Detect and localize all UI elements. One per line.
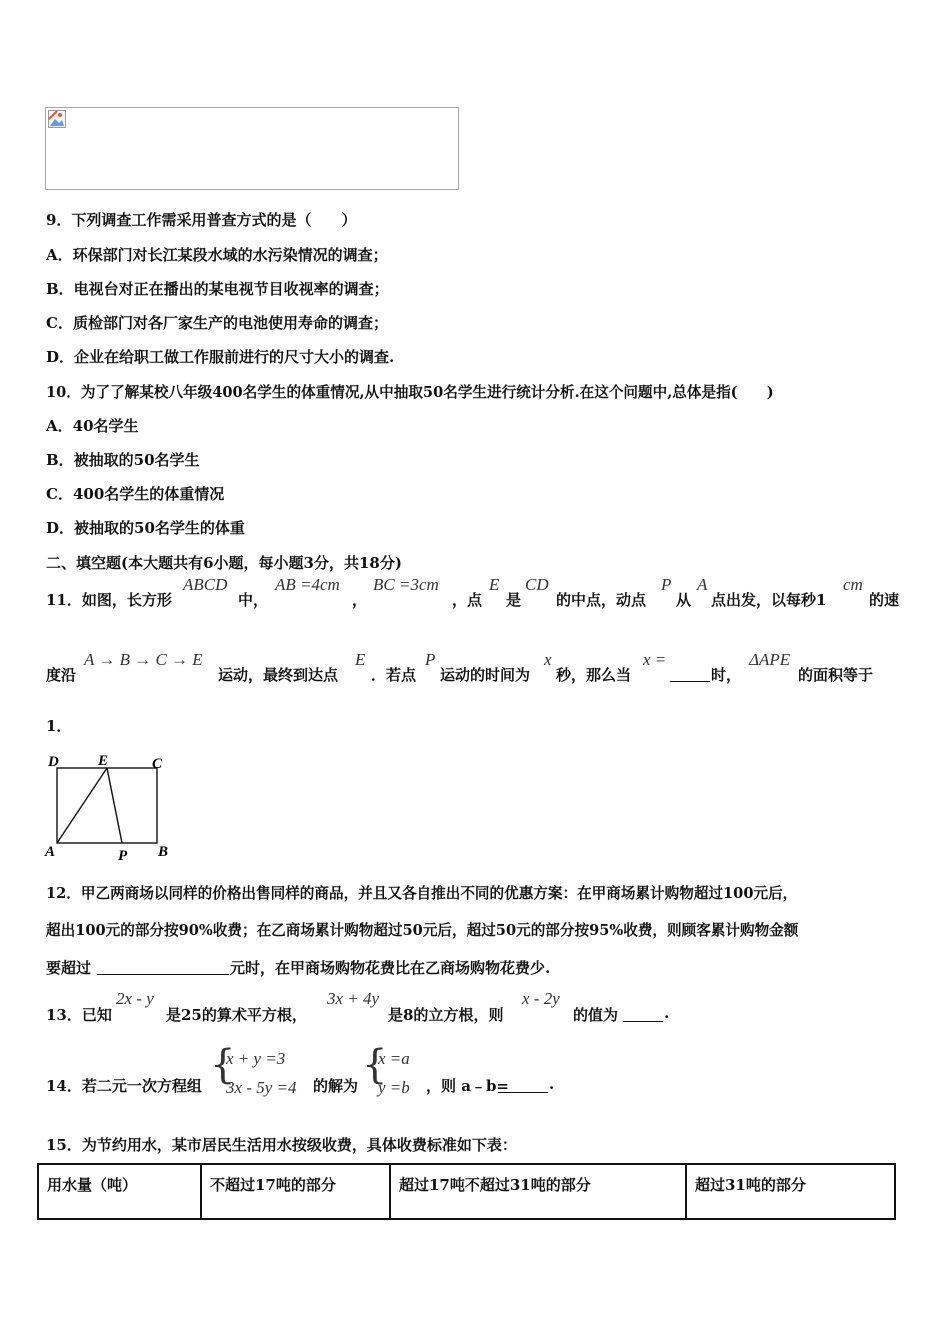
q11-text-2: 中， — [238, 591, 269, 609]
q14-equation-1: x + y =3 — [226, 1049, 286, 1068]
q11-math-cd: CD — [525, 575, 549, 594]
q11-math-ape: ΔAPE — [749, 650, 791, 669]
q14-text-3: ，则 a﹣b= — [426, 1077, 509, 1095]
q11-math-p: P — [661, 575, 672, 594]
q11-text-17: 1． — [46, 717, 72, 735]
q11-text-12: ．若点 — [371, 666, 417, 684]
q15-stem: 15．为节约用水，某市居民生活用水按级收费，具体收费标准如下表： — [46, 1136, 517, 1154]
q13-text-2: 是25的算术平方根， — [166, 1006, 307, 1024]
table-row — [38, 1164, 895, 1219]
q11-math-path: A → B → C → E — [84, 650, 203, 669]
q11-text-5: 是 — [506, 591, 522, 609]
section-heading-fill-in: 二、填空题(本大题共有6小题，每小题3分，共18分) — [46, 554, 402, 572]
q11-math-e: E — [489, 575, 500, 594]
segment-ae — [57, 768, 107, 843]
q11-text-13: 运动的时间为 — [440, 666, 531, 684]
water-fee-table — [37, 1163, 896, 1220]
q11-math-ab: AB =4cm — [275, 575, 340, 594]
q11-math-cm: cm — [843, 575, 863, 594]
q13-text-3: 是8的立方根，则 — [388, 1006, 504, 1024]
q13-text-5: . — [664, 1004, 670, 1022]
q11-math-e2: E — [355, 650, 366, 669]
q11-text-6: 的中点，动点 — [556, 591, 647, 609]
q11-math-x-eq: x = — [643, 650, 667, 669]
q14-system-brace: { — [210, 1042, 236, 1088]
q11-math-p2: P — [425, 650, 436, 669]
q13-math-2x-y: 2x - y — [116, 989, 154, 1008]
q14-text-2: 的解为 — [313, 1077, 359, 1095]
q14-solution-brace: { — [362, 1042, 388, 1088]
q11-text-4: ，点 — [452, 591, 483, 609]
q14-solution-1: x =a — [378, 1049, 410, 1068]
q12-line-3a: 要超过 — [46, 959, 92, 977]
q14-text-1: 14．若二元一次方程组 — [46, 1077, 202, 1095]
label-c: C — [152, 756, 163, 772]
q10-option-a: A．40名学生 — [46, 417, 139, 435]
q11-text-10: 度沿 — [46, 666, 77, 684]
broken-image-icon — [48, 110, 66, 128]
q13-math-3x-4y: 3x + 4y — [327, 989, 380, 1008]
q11-answer-blank[interactable] — [670, 664, 710, 682]
q11-text-14: 秒，那么当 — [556, 666, 632, 684]
q11-text-8: 点出发，以每秒1 — [711, 591, 827, 609]
q12-answer-blank[interactable] — [97, 957, 229, 975]
rectangle-abcd — [57, 768, 157, 843]
q12-line-1: 12．甲乙两商场以同样的价格出售同样的商品，并且又各自推出不同的优惠方案：在甲商场累计购物超过100元后， — [46, 885, 798, 902]
label-a: A — [45, 844, 56, 860]
q11-text-3: ， — [352, 591, 368, 609]
q12-line-2: 超出100元的部分按90%收费；在乙商场累计购物超过50元后，超过50元的部分按95%收费，则顾客累计购物金额 — [46, 922, 799, 939]
q9-option-c: C．质检部门对各厂家生产的电池使用寿命的调查； — [46, 314, 388, 332]
table-header-cell: 用水量（吨） — [38, 1164, 201, 1219]
q14-answer-blank[interactable] — [498, 1075, 548, 1093]
q10-stem: 10．为了了解某校八年级400名学生的体重情况,从中抽取50名学生进行统计分析.在这个问题中,总体是指( ) — [46, 384, 774, 401]
q11-text-15: 时， — [711, 666, 742, 684]
q10-option-b: B．被抽取的50名学生 — [46, 451, 200, 469]
q11-math-x: x — [544, 650, 552, 669]
label-e: E — [98, 753, 109, 769]
q11-rectangle-figure — [40, 750, 175, 865]
broken-image-placeholder — [45, 107, 459, 190]
table-header-cell: 超过31吨的部分 — [686, 1164, 895, 1219]
q9-option-a: A．环保部门对长江某段水域的水污染情况的调查； — [46, 246, 388, 264]
q13-text-4: 的值为 — [573, 1006, 619, 1024]
label-d: D — [48, 754, 59, 770]
table-header-cell: 超过17吨不超过31吨的部分 — [390, 1164, 686, 1219]
q9-option-b: B．电视台对正在播出的某电视节目收视率的调查； — [46, 280, 389, 298]
table-header-cell: 不超过17吨的部分 — [201, 1164, 390, 1219]
segment-ep — [107, 768, 122, 843]
q14-text-4: . — [549, 1075, 555, 1093]
q10-option-d: D．被抽取的50名学生的体重 — [46, 519, 245, 537]
q14-solution-2: y =b — [378, 1078, 410, 1097]
q13-text-1: 13．已知 — [46, 1006, 112, 1024]
q14-equation-2: 3x - 5y =4 — [226, 1078, 297, 1097]
q10-option-c: C．400名学生的体重情况 — [46, 485, 225, 503]
q11-text-16: 的面积等于 — [798, 666, 874, 684]
q11-math-a: A — [697, 575, 708, 594]
q13-answer-blank[interactable] — [623, 1004, 663, 1022]
q11-math-abcd: ABCD — [183, 575, 228, 594]
label-p: P — [118, 848, 128, 864]
q11-text-7: 从 — [676, 591, 692, 609]
q11-text-11: 运动，最终到达点 — [218, 666, 339, 684]
q11-text-1: 11．如图，长方形 — [46, 591, 172, 609]
q11-math-bc: BC =3cm — [373, 575, 439, 594]
q9-option-d: D．企业在给职工做工作服前进行的尺寸大小的调查. — [46, 348, 395, 366]
q13-math-x-2y: x - 2y — [522, 989, 560, 1008]
q9-stem: 9．下列调查工作需采用普查方式的是（ ） — [46, 211, 357, 229]
q12-line-3b: 元时，在甲商场购物花费比在乙商场购物花费少. — [230, 959, 551, 977]
label-b: B — [158, 844, 169, 860]
q11-text-9: 的速 — [869, 591, 900, 609]
